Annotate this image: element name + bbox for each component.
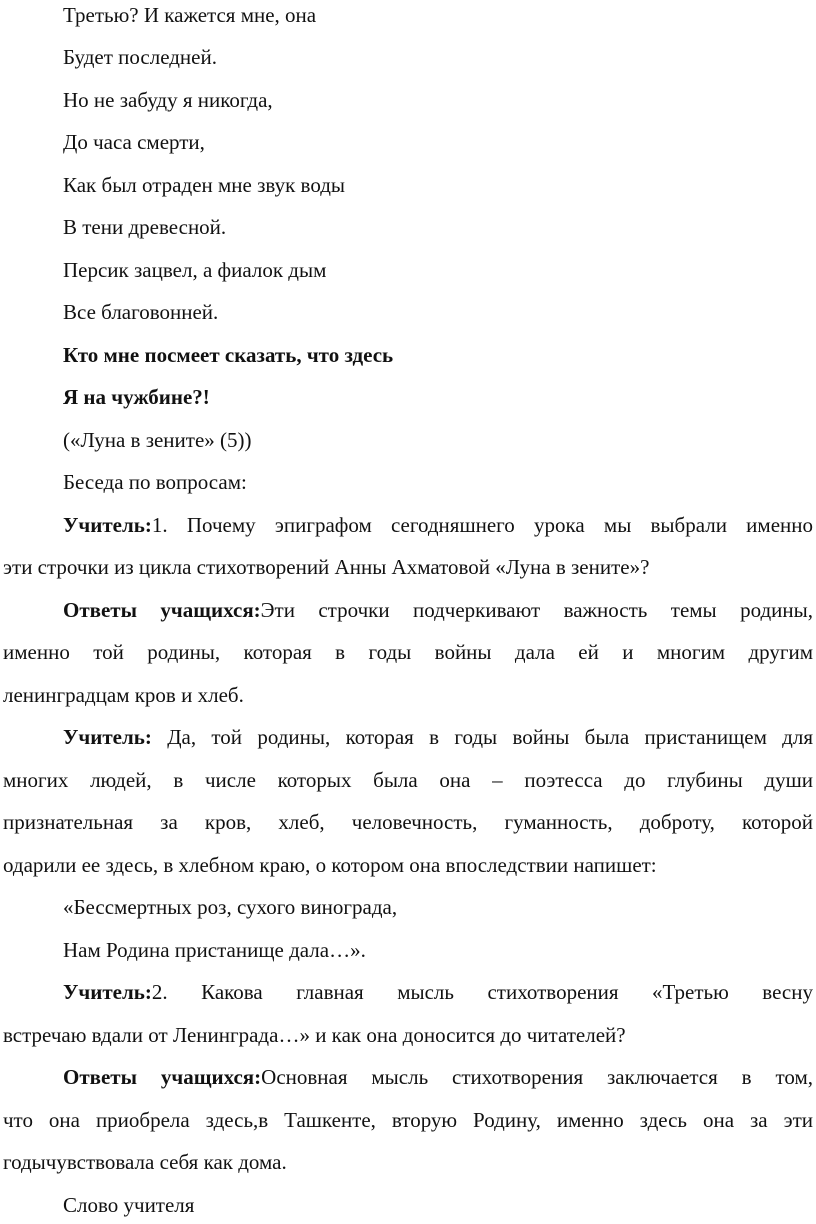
poem-line: Но не забуду я никогда,	[63, 88, 273, 112]
speaker-label: Учитель:	[63, 725, 152, 749]
teacher-q2-line	[63, 982, 813, 1003]
students-a2-line	[63, 1067, 813, 1088]
teacher-r1-line: признательная за кров, хлеб, человечность, гуманность, доброту, которой	[3, 810, 813, 834]
poem-bold-line: Я на чужбине?!	[63, 385, 210, 409]
quote-line: «Бессмертных роз, сухого винограда,	[63, 895, 398, 919]
question-text: 2. Какова главная мысль стихотворения «Третью весну	[151, 980, 813, 1004]
teacher-r1-line	[63, 727, 813, 748]
teacher-r1-line: одарили ее здесь, в хлебном краю, о котором она впоследствии напишет:	[3, 853, 657, 877]
poem-line: Третью? И кажется мне, она	[63, 3, 317, 27]
quote-line: Нам Родина пристанище дала…».	[63, 938, 366, 962]
students-a1-line	[63, 600, 813, 621]
students-a2-line: годычувствовала себя как дома.	[3, 1150, 287, 1174]
poem-source: («Луна в зените» (5))	[63, 428, 252, 452]
students-a1-line: ленинградцам кров и хлеб.	[3, 683, 244, 707]
poem-line: Все благовонней.	[63, 300, 219, 324]
students-a1-line: именно той родины, которая в годы войны дала ей и многим другим	[3, 640, 813, 664]
question-text: 1. Почему эпиграфом сегодняшнего урока мы выбрали именно	[151, 513, 813, 537]
poem-bold-line: Кто мне посмеет сказать, что здесь	[63, 343, 394, 367]
teacher-q2-line: встречаю вдали от Ленинграда…» и как она доносится до читателей?	[3, 1023, 626, 1047]
reply-text: Да, той родины, которая в годы войны была пристанищем для	[151, 725, 813, 749]
teacher-q1-line	[63, 515, 813, 536]
speaker-label: Учитель:	[63, 513, 152, 537]
answer-text: Эти строчки подчеркивают важность темы родины,	[260, 598, 813, 622]
students-a2-line: что она приобрела здесь,в Ташкенте, вторую Родину, именно здесь она за эти	[3, 1108, 813, 1132]
closing-line: Слово учителя	[63, 1193, 195, 1217]
poem-line: Будет последней.	[63, 45, 217, 69]
speaker-label: Ответы учащихся:	[63, 598, 261, 622]
poem-line: До часа смерти,	[63, 130, 205, 154]
poem-line: Персик зацвел, а фиалок дым	[63, 258, 327, 282]
speaker-label: Учитель:	[63, 980, 152, 1004]
teacher-r1-line: многих людей, в числе которых была она – поэтесса до глубины души	[3, 768, 813, 792]
poem-line: В тени древесной.	[63, 215, 227, 239]
poem-line: Как был отраден мне звук воды	[63, 173, 346, 197]
teacher-q1-line: эти строчки из цикла стихотворений Анны Ахматовой «Луна в зените»?	[3, 555, 650, 579]
answer-text: Основная мысль стихотворения заключается в том,	[261, 1065, 814, 1089]
speaker-label: Ответы учащихся:	[63, 1065, 262, 1089]
discussion-heading: Беседа по вопросам:	[63, 470, 247, 494]
